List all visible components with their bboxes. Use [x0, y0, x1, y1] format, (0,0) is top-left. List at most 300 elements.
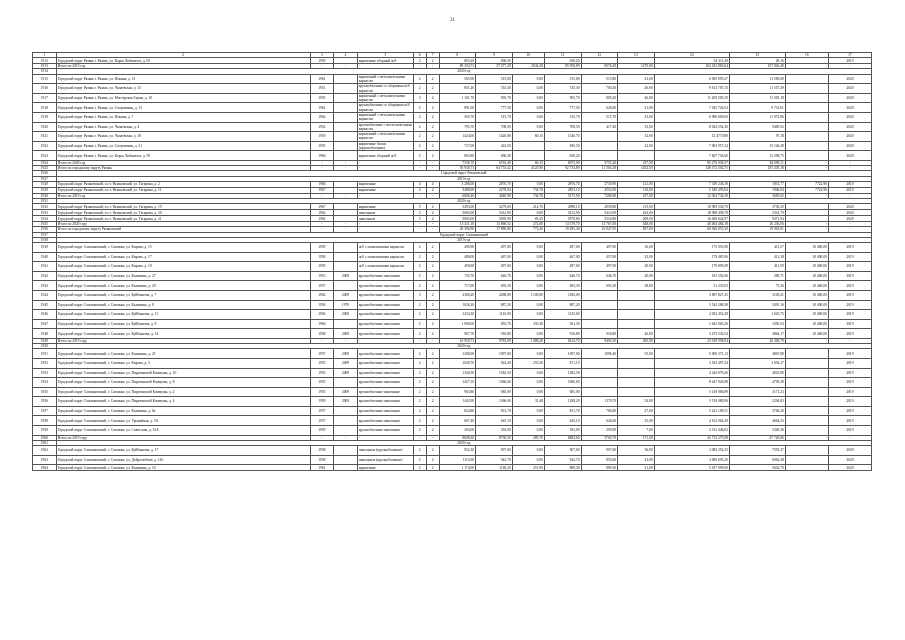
table-cell: 2	[413, 151, 426, 161]
table-cell: 9 613 707,15	[654, 84, 729, 94]
table-cell: 1 101,70	[439, 93, 476, 103]
row-number: 1927	[33, 176, 57, 181]
table-cell: 4	[426, 181, 439, 187]
section-title: Городской округ Рязановский	[56, 171, 871, 176]
table-row	[33, 151, 872, 161]
table-cell: -	[828, 338, 871, 343]
table-cell: 745,30	[544, 84, 581, 94]
row-number: 1945	[33, 300, 57, 310]
table-cell: 831,70	[476, 406, 513, 416]
table-cell: 2	[413, 358, 426, 368]
table-cell: 7536,70	[439, 160, 476, 165]
table-cell: 0,00	[512, 446, 544, 456]
table-cell: 2	[426, 406, 439, 416]
table-cell: кирпичные	[357, 465, 413, 471]
table-cell: 2	[426, 319, 439, 329]
table-row	[33, 416, 872, 426]
table-cell: ж/б с монолитными каркасом	[357, 252, 413, 262]
table-cell: 67 720,66	[729, 435, 785, 440]
row-number: 1925	[33, 166, 57, 171]
table-cell: 4125,90	[512, 166, 544, 171]
table-cell: 43,00	[618, 455, 655, 465]
row-number: 1959	[33, 426, 57, 436]
table-cell: 1960	[310, 151, 334, 161]
table-row	[33, 358, 872, 368]
table-cell: 60,15	[512, 160, 544, 165]
table-cell	[785, 416, 828, 426]
row-number: 1918	[33, 103, 57, 113]
table-cell: 294,00	[439, 426, 476, 436]
table-cell: 0,00	[512, 122, 544, 132]
table-cell: 2019	[828, 397, 871, 407]
table-cell: 2019	[828, 271, 871, 281]
table-cell: 115,00	[618, 204, 655, 210]
table-cell: кирпичные	[357, 181, 413, 187]
table-cell: 5 000 371,13	[654, 349, 729, 359]
address-cell: Городской округ Рязановский, п.г.т. Рязановский, ул. Гагарина, д. 20	[56, 210, 310, 216]
table-cell	[785, 122, 828, 132]
table-cell	[618, 151, 655, 161]
table-cell: 11 205 505,30	[654, 93, 729, 103]
table-cell: 2	[426, 416, 439, 426]
table-cell	[618, 290, 655, 300]
row-number: 1916	[33, 84, 57, 94]
table-cell: 6 095 995,27	[654, 74, 729, 84]
table-cell: 26,00	[618, 84, 655, 94]
table-cell: 8484,60	[544, 435, 581, 440]
table-cell: 1967	[310, 187, 334, 193]
row-number: 1933	[33, 210, 57, 216]
table-cell: 31,00	[618, 103, 655, 113]
table-cell: 2020	[828, 112, 871, 122]
table-cell	[785, 132, 828, 142]
table-cell: 2	[426, 426, 439, 436]
table-cell: -	[413, 160, 426, 165]
table-cell: 2	[426, 132, 439, 142]
table-cell: 48,16	[729, 58, 785, 64]
table-cell: 2020	[828, 74, 871, 84]
table-cell: 1962	[310, 290, 334, 300]
table-cell: 2	[426, 271, 439, 281]
table-cell: 2020	[828, 446, 871, 456]
table-cell	[334, 416, 358, 426]
table-cell: 0,00	[512, 349, 544, 359]
table-cell	[785, 84, 828, 94]
table-cell: 2	[413, 319, 426, 329]
table-body	[33, 53, 872, 471]
table-cell	[785, 397, 828, 407]
table-cell: 11 569,08	[729, 74, 785, 84]
table-cell: 31,00	[618, 465, 655, 471]
table-cell: 1957	[310, 416, 334, 426]
table-cell: 667,40	[439, 416, 476, 426]
table-cell: 803,80	[439, 151, 476, 161]
address-cell: Городской округ Сапожковский, г. Сапожки, ул. Кирова, д. 15	[56, 242, 310, 252]
table-cell: 0,00	[512, 368, 544, 378]
table-cell: 889,30	[581, 465, 618, 471]
table-cell: 1424,60	[439, 132, 476, 142]
table-cell: крупноблочные панельные	[357, 319, 413, 329]
table-cell: 467,00	[476, 252, 513, 262]
table-cell: 1952	[310, 122, 334, 132]
table-cell: 27,00	[618, 406, 655, 416]
table-cell: 2853,10	[544, 187, 581, 193]
table-row	[33, 281, 872, 291]
table-cell: 42 713 275,08	[654, 435, 729, 440]
table-cell: 2730,90	[581, 181, 618, 187]
table-cell: 2	[426, 151, 439, 161]
address-cell: Городской округ Рязань г. Рязань, ул. Южная, д. 7	[56, 112, 310, 122]
table-cell: 3683,02	[729, 193, 785, 198]
table-row	[33, 290, 872, 300]
table-cell	[334, 151, 358, 161]
table-cell: 54,00	[618, 397, 655, 407]
row-number: 1957	[33, 406, 57, 416]
address-cell: Городской округ Рязань г. Рязань, ул. Спортивная, д. 21	[56, 141, 310, 151]
table-cell: 7286,90	[581, 193, 618, 198]
table-cell: 3 286,00	[439, 181, 476, 187]
table-cell: 2009	[334, 387, 358, 397]
table-cell: 20 396,90	[439, 227, 476, 232]
table-cell: 4864,17	[729, 329, 785, 339]
table-cell: 15 146,28	[729, 141, 785, 151]
table-cell: 40 464 484,18	[654, 222, 729, 227]
table-cell: 0,00	[512, 242, 544, 252]
table-cell	[334, 465, 358, 471]
table-cell: 2	[413, 271, 426, 281]
table-cell: -	[828, 222, 871, 227]
table-cell: 73,36	[729, 281, 785, 291]
row-number: 1946	[33, 310, 57, 320]
table-cell: 1298,20	[544, 397, 581, 407]
table-cell: 121,00	[618, 181, 655, 187]
address-cell: Городской округ Сапожковский, г. Сапожки, ул. Пирятинской Коммуны, д. 10	[56, 368, 310, 378]
row-number: 1963	[33, 455, 57, 465]
table-cell: 23,00	[618, 112, 655, 122]
table-cell: 54 311,38	[654, 58, 729, 64]
table-cell: 2019	[828, 349, 871, 359]
table-cell: 737,00	[439, 141, 476, 151]
table-cell	[334, 378, 358, 388]
table-cell: 2	[426, 300, 439, 310]
table-cell: 4	[426, 204, 439, 210]
table-cell: 1979	[334, 300, 358, 310]
table-cell: 2	[413, 387, 426, 397]
row-number: 1915	[33, 74, 57, 84]
address-cell: Итого по 2020 году	[56, 222, 310, 227]
table-cell	[334, 281, 358, 291]
table-cell: 685,00	[544, 387, 581, 397]
address-cell: Городской округ Сапожковский, г. Сапожки, ул. Пирятинской Коммуны, д. 2	[56, 387, 310, 397]
table-cell: 2019	[828, 406, 871, 416]
address-cell: Городской округ Рязань г. Рязань, ул. Чапаевская, д. 18	[56, 132, 310, 142]
table-row	[33, 103, 872, 113]
row-number: 1956	[33, 397, 57, 407]
table-cell: 10 400,00	[785, 281, 828, 291]
row-number: 1923	[33, 151, 57, 161]
table-cell: 38,00	[618, 281, 655, 291]
table-cell: 2	[413, 349, 426, 359]
table-cell: 5 549 495,84	[654, 187, 729, 193]
table-cell: 1282,50	[544, 368, 581, 378]
table-cell: 0,00	[512, 103, 544, 113]
table-cell: 5	[413, 204, 426, 210]
table-cell: 1958	[310, 329, 334, 339]
table-cell: 13 509,75	[729, 151, 785, 161]
table-cell: кирпичный с металлическими каркасом	[357, 93, 413, 103]
table-cell: 2	[426, 262, 439, 272]
table-cell: крупноблочные панельные	[357, 397, 413, 407]
table-cell: крупноблочные панельные	[357, 368, 413, 378]
table-cell: -	[357, 160, 413, 165]
table-cell: 11 504,18	[581, 166, 618, 171]
table-cell: -	[357, 435, 413, 440]
table-cell: -	[310, 338, 334, 343]
table-cell: 855,70	[476, 319, 513, 329]
table-cell: 3	[413, 290, 426, 300]
table-cell: 2	[426, 349, 439, 359]
table-cell: 671,10	[544, 358, 581, 368]
table-cell: 293,90	[581, 426, 618, 436]
address-cell: Городской округ Сапожковский, г. Сапожки, ул. Добролюбова, д. 14б	[56, 455, 310, 465]
row-number: 1928	[33, 181, 57, 187]
table-cell: 335,40	[512, 319, 544, 329]
table-cell: 85 276 036,37	[654, 160, 729, 165]
table-cell: 4664,53	[729, 416, 785, 426]
table-cell: 36,00	[618, 446, 655, 456]
row-number: 1920	[33, 122, 57, 132]
table-cell: 2019	[828, 242, 871, 252]
table-cell: 2	[413, 368, 426, 378]
table-cell: 2009	[334, 358, 358, 368]
table-cell: 3 085 252,25	[654, 446, 729, 456]
table-cell: 12 302 742,30	[654, 193, 729, 198]
table-cell: 1957	[310, 406, 334, 416]
table-cell: 4	[426, 93, 439, 103]
table-cell: 1966	[310, 181, 334, 187]
table-cell: 497,00	[544, 262, 581, 272]
table-cell: 2	[413, 329, 426, 339]
row-number: 1926	[33, 171, 57, 176]
table-cell: 214,76	[512, 204, 544, 210]
column-number: 11	[544, 53, 581, 58]
table-cell: -	[426, 338, 439, 343]
table-cell: 7722,96	[785, 181, 828, 187]
table-row	[33, 112, 872, 122]
table-cell: 6 096 600,00	[654, 112, 729, 122]
table-cell: 916,80	[544, 329, 581, 339]
column-number: 13	[618, 53, 655, 58]
table-cell: 8730,50	[476, 435, 513, 440]
row-number: 1958	[33, 416, 57, 426]
address-cell: Городской округ Рязановский, п.г.т. Рязановский, ул. Гагарина, д. 2	[56, 181, 310, 187]
table-cell: 0,00	[512, 181, 544, 187]
table-cell: крупноблочные панельные	[357, 406, 413, 416]
table-cell: 2020	[828, 204, 871, 210]
table-row	[33, 319, 872, 329]
table-cell: 1961	[310, 74, 334, 84]
table-cell: 1956	[310, 300, 334, 310]
table-cell: 4	[426, 210, 439, 216]
table-cell: 10 400,00	[785, 319, 828, 329]
table-cell: 1 100,00	[512, 290, 544, 300]
row-number: 1929	[33, 187, 57, 193]
table-cell: 417,20	[581, 122, 618, 132]
table-cell: 1955	[310, 387, 334, 397]
row-number: 1921	[33, 132, 57, 142]
table-cell: 2	[413, 74, 426, 84]
table-cell	[334, 242, 358, 252]
table-cell: 1442,90	[439, 397, 476, 407]
table-cell: 3149,41	[729, 290, 785, 300]
table-cell: 907,00	[581, 446, 618, 456]
table-cell: 855,60	[581, 455, 618, 465]
table-cell: 708,50	[544, 122, 581, 132]
table-cell: панельные	[357, 216, 413, 222]
table-cell: 6062,38	[729, 455, 785, 465]
address-cell: Городской округ Сапожковский, г. Сапожки, ул. Урожайная, д. 3А	[56, 416, 310, 426]
table-cell: 2	[426, 84, 439, 94]
table-cell: 1967	[310, 204, 334, 210]
table-cell: 0,00	[512, 210, 544, 216]
table-cell: 1145,00	[544, 310, 581, 320]
table-cell: 852,30	[439, 446, 476, 456]
table-cell: 1955	[310, 368, 334, 378]
table-row	[33, 406, 872, 416]
table-cell: 824,80	[439, 406, 476, 416]
table-cell: 548,00	[618, 222, 655, 227]
table-cell	[581, 319, 618, 329]
table-cell: панельные	[357, 210, 413, 216]
table-cell: 2	[413, 416, 426, 426]
table-cell: -	[426, 193, 439, 198]
table-cell: 907,00	[476, 446, 513, 456]
table-cell: 2019	[828, 319, 871, 329]
table-cell	[334, 319, 358, 329]
section-title: 2019 год	[56, 237, 871, 242]
table-cell: 1961	[310, 465, 334, 471]
address-cell: Городской округ Рязань г. Рязань, ул. Южная, д. 13	[56, 74, 310, 84]
table-cell: 93 930,73	[439, 166, 476, 171]
table-cell: 23,00	[618, 74, 655, 84]
table-cell: 5632,79	[729, 465, 785, 471]
table-cell: 2	[426, 122, 439, 132]
table-cell: 2019	[828, 290, 871, 300]
table-cell	[334, 103, 358, 113]
table-cell: 10 400,00	[785, 252, 828, 262]
table-cell: 644,60	[581, 416, 618, 426]
address-cell: Городской округ Сапожковский, г. Сапожки, ул. Куйбышева, д. 17	[56, 446, 310, 456]
row-number: 1951	[33, 349, 57, 359]
table-cell	[785, 151, 828, 161]
table-cell	[581, 387, 618, 397]
address-cell: Итого по 2019 году	[56, 338, 310, 343]
table-cell	[581, 290, 618, 300]
table-cell: 1113,00	[439, 455, 476, 465]
table-cell: 1282,50	[476, 368, 513, 378]
table-cell	[334, 252, 358, 262]
table-cell: 3 139 080,96	[654, 397, 729, 407]
table-cell: 565,70	[439, 112, 476, 122]
table-cell: -	[310, 227, 334, 232]
table-cell	[785, 378, 828, 388]
table-cell: 708,50	[476, 122, 513, 132]
table-row	[33, 93, 872, 103]
row-number: 1952	[33, 358, 57, 368]
table-cell	[785, 103, 828, 113]
table-cell: 942,70	[544, 455, 581, 465]
table-cell: 2	[426, 446, 439, 456]
table-cell: 3 085 695,20	[654, 455, 729, 465]
table-cell: 1955	[310, 93, 334, 103]
table-cell: -	[426, 227, 439, 232]
table-cell: 8 024 554,36	[654, 122, 729, 132]
row-number: 1931	[33, 198, 57, 203]
table-cell: -	[357, 193, 413, 198]
table-cell: 734,76	[512, 187, 544, 193]
table-cell: 0,00	[512, 281, 544, 291]
table-cell: 457,00	[581, 252, 618, 262]
table-cell	[785, 446, 828, 456]
table-cell: 4	[426, 187, 439, 193]
row-number: 1941	[33, 262, 57, 272]
table-cell	[581, 132, 618, 142]
table-cell: 2	[426, 368, 439, 378]
table-cell: 9485,92	[729, 122, 785, 132]
table-cell	[581, 368, 618, 378]
table-cell: 1 900,00	[439, 319, 476, 329]
table-cell: 1959	[310, 242, 334, 252]
table-cell: 23,00	[618, 252, 655, 262]
table-cell: 1961	[310, 103, 334, 113]
table-cell: 2	[413, 242, 426, 252]
table-cell: 19 285,40	[544, 227, 581, 232]
table-cell: 1946,04	[729, 187, 785, 193]
table-cell: 1958	[310, 455, 334, 465]
table-cell: 92 734,89	[544, 166, 581, 171]
table-cell: 3279,69	[476, 204, 513, 210]
address-cell: Итого по 2020 год	[56, 160, 310, 165]
table-cell: 745,30	[476, 84, 513, 94]
table-cell: 515,70	[544, 112, 581, 122]
table-cell: 2	[413, 112, 426, 122]
table-cell: 1340,50	[439, 368, 476, 378]
table-cell: 11 972,86	[729, 112, 785, 122]
table-cell: 2019	[828, 281, 871, 291]
table-cell: 5 241 109,31	[654, 406, 729, 416]
table-cell: 887,20	[476, 300, 513, 310]
table-cell: 3 692,27	[729, 358, 785, 368]
table-cell: 116,00	[618, 187, 655, 193]
table-cell: 9783,09	[476, 338, 513, 343]
table-cell: 658,20	[544, 58, 581, 64]
table-cell: 1957	[310, 281, 334, 291]
table-cell: 7 963 957,24	[654, 141, 729, 151]
table-cell: -	[426, 160, 439, 165]
table-cell: 717,00	[439, 281, 476, 291]
table-cell: 2	[413, 141, 426, 151]
table-cell: -	[828, 193, 871, 198]
table-cell: 4	[426, 216, 439, 222]
row-number: 1937	[33, 232, 57, 237]
table-cell: 916,80	[581, 329, 618, 339]
row-number: 1950	[33, 344, 57, 349]
table-cell: 490,50	[544, 141, 581, 151]
row-number: 1917	[33, 93, 57, 103]
table-cell: 2020	[828, 84, 871, 94]
table-cell: 2	[426, 290, 439, 300]
table-row	[33, 242, 872, 252]
